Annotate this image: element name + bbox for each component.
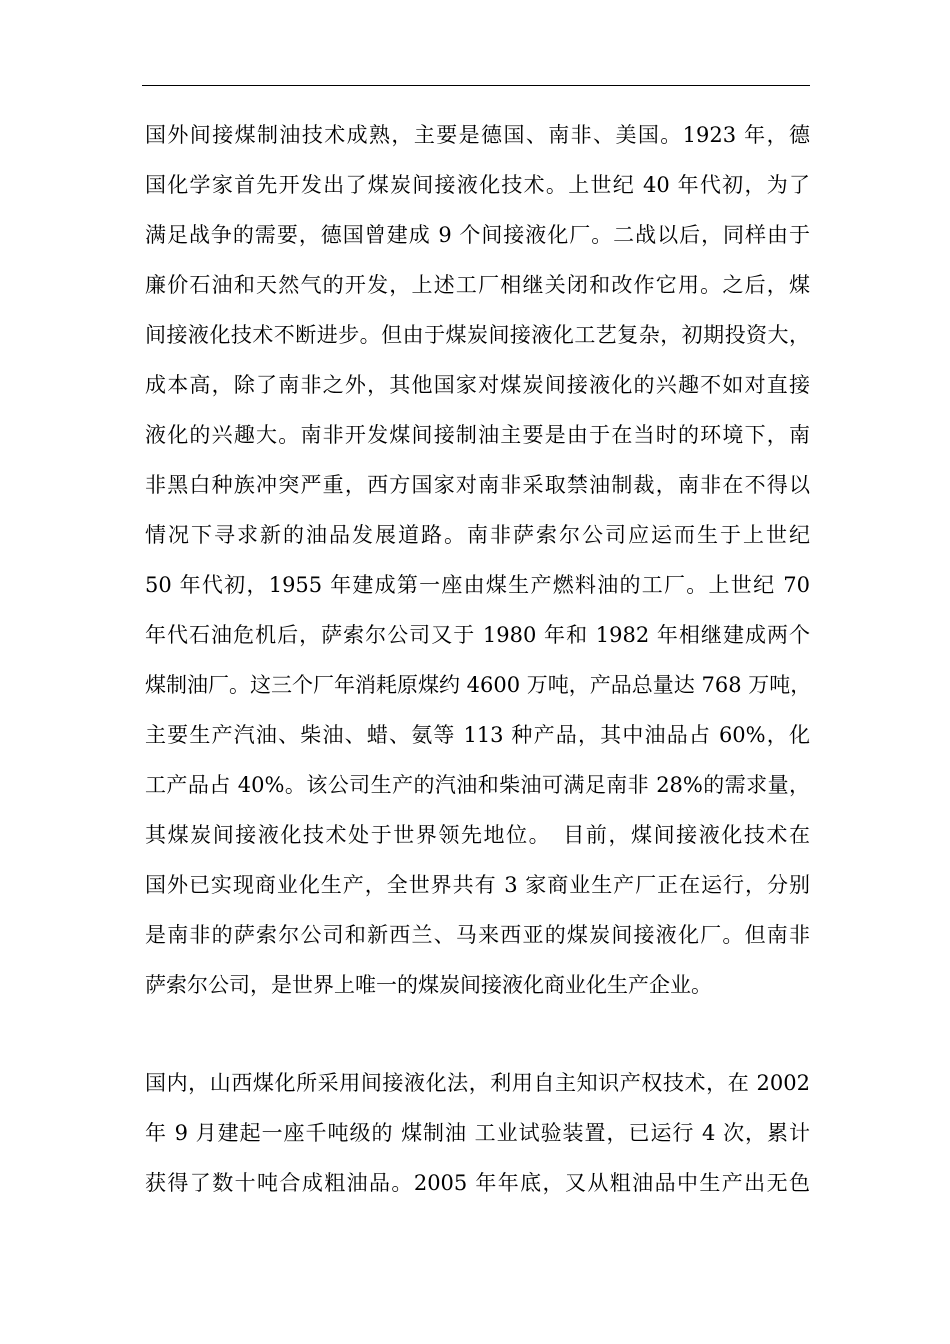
text-line: 煤制油厂。这三个厂年消耗原煤约 4600 万吨，产品总量达 768 万吨，: [145, 673, 812, 697]
text-line: 非黑白种族冲突严重，西方国家对南非采取禁油制裁，南非在不得以: [145, 473, 810, 497]
text-line: 廉价石油和天然气的开发，上述工厂相继关闭和改作它用。之后，煤: [145, 273, 810, 297]
text-line: 国化学家首先开发出了煤炭间接液化技术。上世纪 40 年代初，为了: [145, 173, 810, 197]
paragraph-overseas-indirect-liquefaction: [145, 110, 810, 1010]
text-line: 国外已实现商业化生产，全世界共有 3 家商业生产厂正在运行，分别: [145, 873, 810, 897]
text-line: 年代石油危机后，萨索尔公司又于 1980 年和 1982 年相继建成两个: [145, 623, 810, 647]
text-line: 年 9 月建起一座千吨级的 煤制油 工业试验装置，已运行 4 次，累计: [145, 1121, 810, 1145]
text-line: 主要生产汽油、柴油、蜡、氨等 113 种产品，其中油品占 60%，化: [145, 723, 810, 747]
text-line: 国外间接煤制油技术成熟，主要是德国、南非、美国。1923 年，德: [145, 123, 810, 147]
paragraph-domestic-shanxi: [145, 1058, 810, 1208]
text-line: 其煤炭间接液化技术处于世界领先地位。 目前，煤间接液化技术在: [145, 823, 810, 847]
text-line: 获得了数十吨合成粗油品。2005 年年底，又从粗油品中生产出无色: [145, 1171, 810, 1195]
text-line: 液化的兴趣大。南非开发煤间接制油主要是由于在当时的环境下，南: [145, 423, 810, 447]
text-line: 萨索尔公司，是世界上唯一的煤炭间接液化商业化生产企业。: [145, 973, 712, 997]
text-line: 50 年代初，1955 年建成第一座由煤生产燃料油的工厂。上世纪 70: [145, 573, 810, 597]
text-line: 间接液化技术不断进步。但由于煤炭间接液化工艺复杂，初期投资大，: [145, 323, 810, 347]
text-line: 工产品占 40%。该公司生产的汽油和柴油可满足南非 28%的需求量，: [145, 773, 810, 797]
text-line: 满足战争的需要，德国曾建成 9 个间接液化厂。二战以后，同样由于: [145, 223, 810, 247]
text-line: 国内，山西煤化所采用间接液化法，利用自主知识产权技术，在 2002: [145, 1071, 810, 1095]
text-line: 成本高，除了南非之外，其他国家对煤炭间接液化的兴趣不如对直接: [145, 373, 810, 397]
text-line: 是南非的萨索尔公司和新西兰、马来西亚的煤炭间接液化厂。但南非: [145, 923, 810, 947]
text-line: 情况下寻求新的油品发展道路。南非萨索尔公司应运而生于上世纪: [145, 523, 810, 547]
header-rule: [142, 85, 810, 86]
